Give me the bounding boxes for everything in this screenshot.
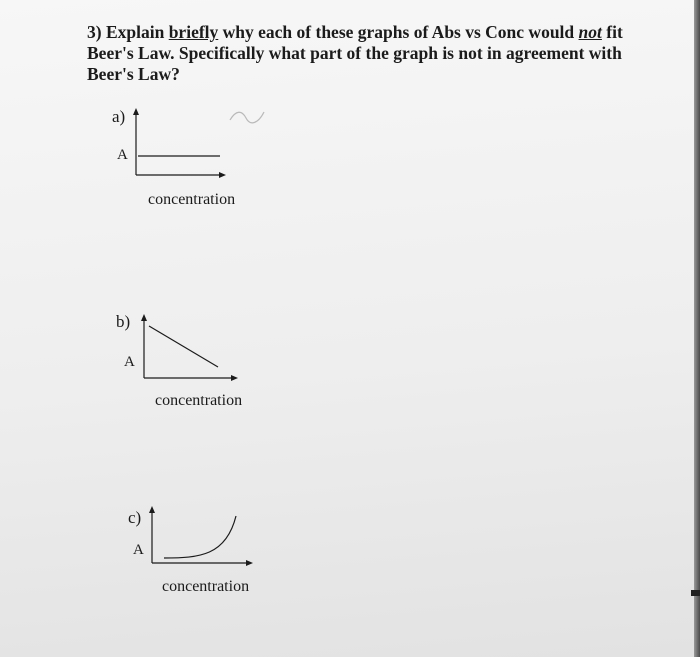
question-number: 3) (87, 22, 102, 42)
graph-b-y-arrow (141, 314, 147, 321)
graph-b-part-label: b) (116, 312, 131, 331)
graph-a-y-arrow (133, 108, 139, 115)
question-text-part-3: fit Beer's Law. Specifically what part of the graph is not in agreement with Beer's Law? (87, 22, 623, 84)
emphasis-not: not (578, 22, 602, 42)
graph-c-x-label: concentration (162, 578, 250, 595)
graph-b-x-label: concentration (155, 392, 243, 409)
graph-c-x-arrow (246, 560, 253, 566)
screen-edge (694, 0, 700, 657)
graph-b-x-arrow (231, 375, 238, 381)
screen-edge-mark (691, 590, 700, 596)
graph-c-data-curve (164, 516, 236, 558)
graph-a-part-label: a) (112, 107, 126, 126)
graph-b-plot (136, 314, 246, 386)
graph-a-x-arrow (219, 172, 226, 178)
graph-a-x-label: concentration (148, 191, 236, 208)
emphasis-briefly: briefly (168, 22, 219, 42)
question-text-part-1: Explain (105, 22, 165, 42)
graph-c-part-label: c) (128, 508, 142, 527)
graph-b-y-label: A (124, 354, 135, 370)
question-text (87, 22, 647, 85)
graph-b-data-line (149, 326, 218, 367)
pen-squiggle (228, 106, 268, 128)
graph-a-plot (128, 108, 228, 180)
graph-c-y-arrow (149, 506, 155, 513)
question-text-part-2: why each of these graphs of Abs vs Conc would (222, 22, 575, 42)
graph-a-y-label: A (117, 147, 128, 163)
graph-c-y-label: A (133, 542, 144, 558)
graph-c-plot (144, 502, 259, 574)
